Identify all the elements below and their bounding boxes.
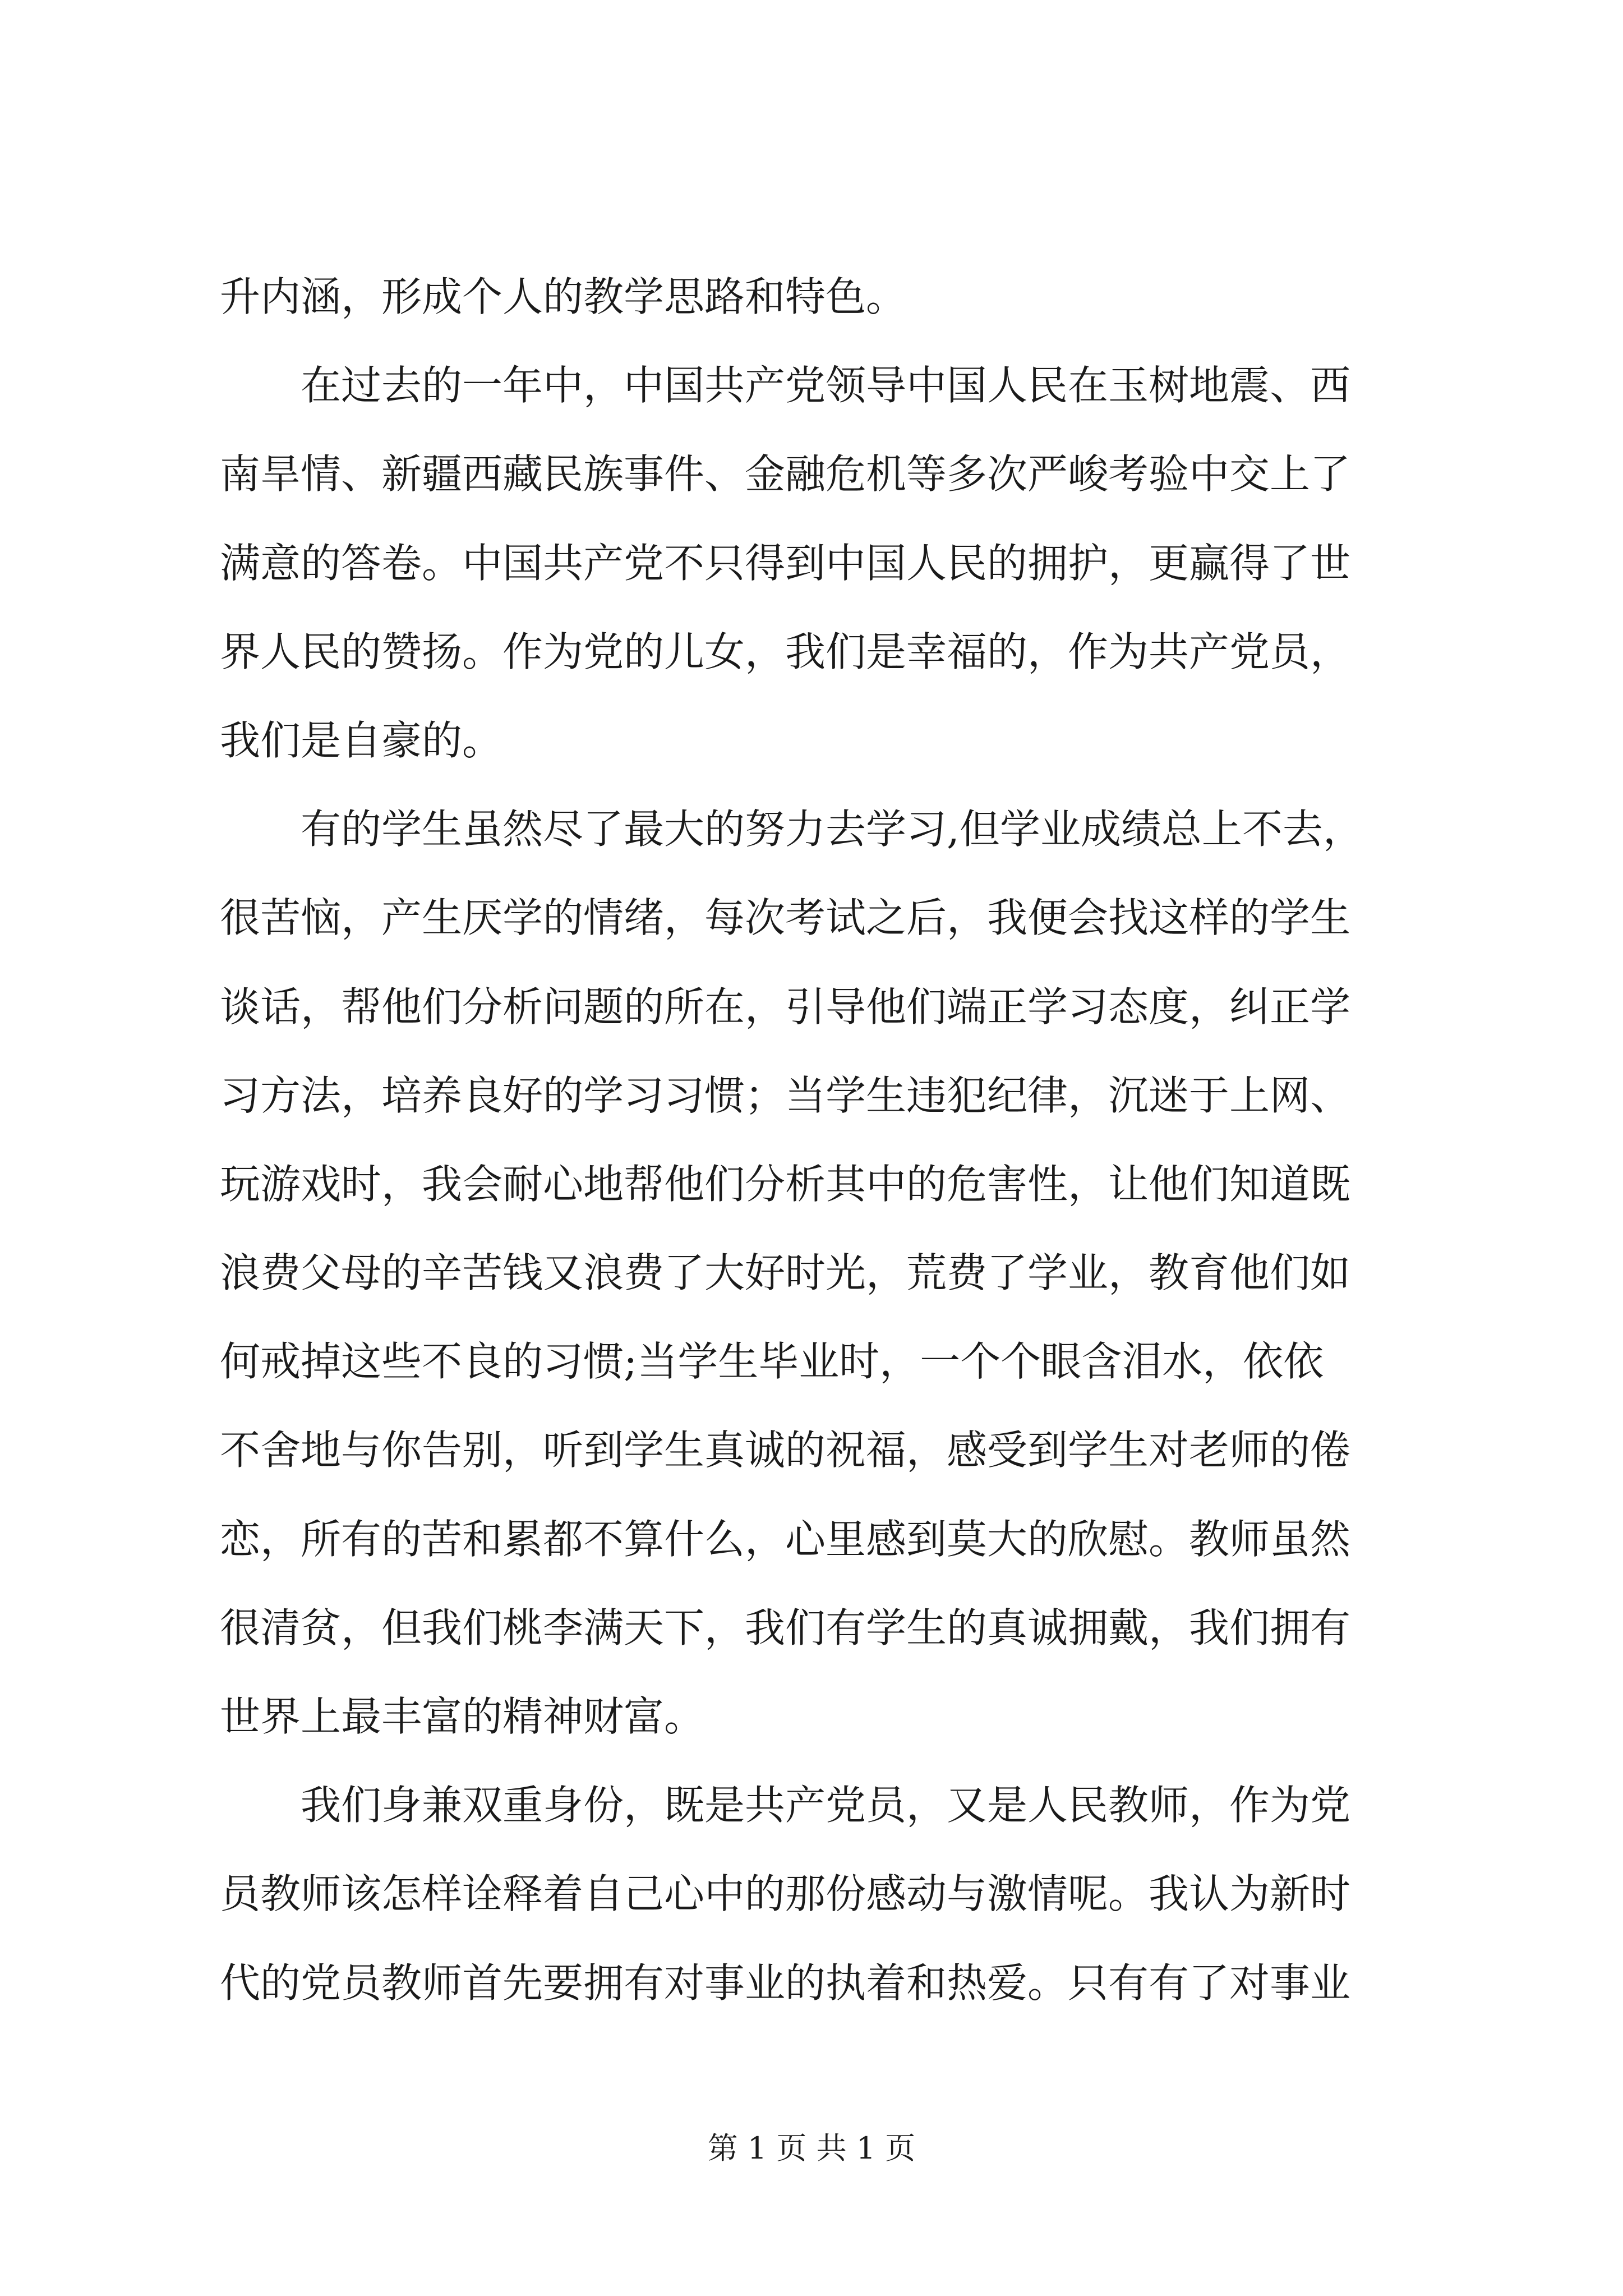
text-line: 世界上最丰富的精神财富。 <box>220 1693 705 1740</box>
text-line: 浪费父母的辛苦钱又浪费了大好时光，荒费了学业，教育他们如 <box>220 1249 1351 1297</box>
text-line: 南旱情、新疆西藏民族事件、金融危机等多次严峻考验中交上了 <box>220 450 1351 498</box>
text-line: 玩游戏时，我会耐心地帮他们分析其中的危害性，让他们知道既 <box>220 1160 1351 1208</box>
text-line: 满意的答卷。中国共产党不只得到中国人民的拥护，更赢得了世 <box>220 539 1351 587</box>
document-body <box>220 252 1403 2027</box>
page-footer <box>0 2126 1623 2171</box>
text-line: 不舍地与你告别，听到学生真诚的祝福，感受到学生对老师的倦 <box>220 1427 1351 1474</box>
text-line: 很清贫，但我们桃李满天下，我们有学生的真诚拥戴，我们拥有 <box>220 1604 1351 1651</box>
text-line: 员教师该怎样诠释着自己心中的那份感动与激情呢。我认为新时 <box>220 1870 1351 1918</box>
text-line: 很苦恼，产生厌学的情绪，每次考试之后，我便会找这样的学生 <box>220 894 1351 942</box>
text-line: 何戒掉这些不良的习惯;当学生毕业时，一个个眼含泪水，依依 <box>220 1338 1324 1386</box>
text-line: 在过去的一年中，中国共产党领导中国人民在玉树地震、西 <box>220 362 1351 409</box>
text-line: 我们身兼双重身份，既是共产党员，又是人民教师，作为党 <box>220 1782 1351 1829</box>
page-number-label: 第 1 页 共 1 页 <box>707 2131 916 2166</box>
text-line: 习方法，培养良好的学习习惯；当学生违犯纪律，沉迷于上网、 <box>220 1071 1351 1119</box>
text-line: 有的学生虽然尽了最大的努力去学习,但学业成绩总上不去， <box>220 806 1363 853</box>
text-line: 恋，所有的苦和累都不算什么，心里感到莫大的欣慰。教师虽然 <box>220 1515 1351 1563</box>
text-line: 谈话，帮他们分析问题的所在，引导他们端正学习态度，纠正学 <box>220 983 1351 1030</box>
text-line: 代的党员教师首先要拥有对事业的执着和热爱。只有有了对事业 <box>220 1959 1351 2007</box>
text-line: 升内涵，形成个人的教学思路和特色。 <box>220 273 907 320</box>
text-line: 界人民的赞扬。作为党的儿女，我们是幸福的，作为共产党员， <box>220 628 1351 675</box>
text-line: 我们是自豪的。 <box>220 716 503 764</box>
